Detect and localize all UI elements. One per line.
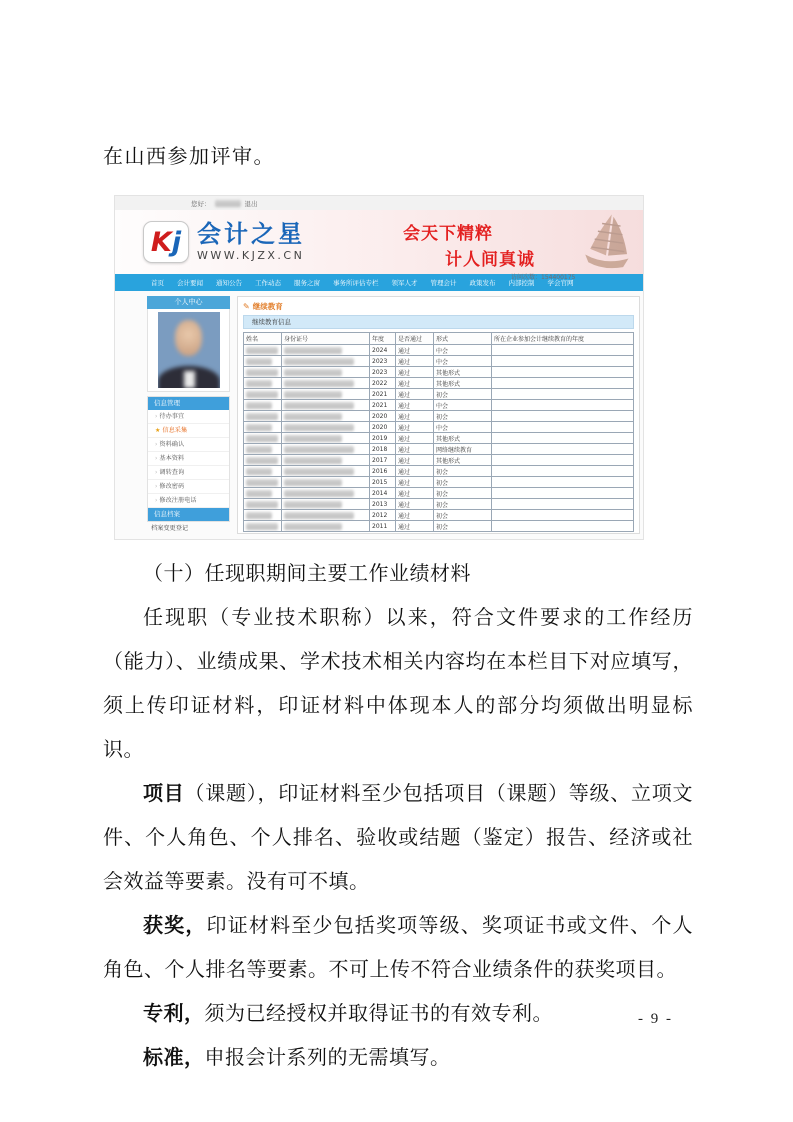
- table-row: [244, 455, 634, 466]
- column-header: 年度: [370, 333, 396, 345]
- website-screenshot: [115, 196, 643, 539]
- year-cell: 2012: [370, 510, 396, 521]
- sidebar-section-info[interactable]: 信息管理: [148, 397, 229, 410]
- bold-standard: 标准，: [143, 1047, 205, 1069]
- id-cell: [282, 400, 370, 411]
- sidebar-item[interactable]: › 调转查询: [148, 466, 229, 480]
- redacted-id: [284, 457, 342, 464]
- year-cell: 2020: [370, 411, 396, 422]
- bold-patent: 专利，: [143, 1003, 205, 1025]
- nav-item[interactable]: 管理会计: [430, 279, 457, 287]
- note-cell: [492, 411, 634, 422]
- slogan: [403, 219, 575, 281]
- table-row: [244, 433, 634, 444]
- table-row: [244, 367, 634, 378]
- year-cell: 2014: [370, 488, 396, 499]
- paragraph-patent: [103, 992, 693, 1036]
- form-cell: 中会: [434, 422, 492, 433]
- page-number: - 9 -: [638, 1011, 673, 1027]
- note-cell: [492, 356, 634, 367]
- note-cell: [492, 444, 634, 455]
- redacted-name: [246, 490, 272, 497]
- year-cell: 2011: [370, 521, 396, 532]
- nav-item[interactable]: 学会官网: [547, 279, 574, 287]
- redacted-name: [246, 523, 278, 530]
- note-cell: [492, 378, 634, 389]
- name-cell: [244, 411, 282, 422]
- redacted-id: [284, 446, 354, 453]
- year-cell: 2017: [370, 455, 396, 466]
- paragraph-standard-text: 申报会计系列的无需填写。: [204, 1047, 451, 1069]
- column-header: 是否通过: [396, 333, 434, 345]
- logo-letter-j: j: [171, 226, 182, 258]
- name-cell: [244, 477, 282, 488]
- passed-cell: 通过: [396, 455, 434, 466]
- year-cell: 2021: [370, 389, 396, 400]
- table-row: [244, 510, 634, 521]
- sidebar-item[interactable]: › 修改密码: [148, 480, 229, 494]
- redacted-id: [284, 424, 354, 431]
- nav-item[interactable]: 服务之窗: [294, 279, 320, 287]
- redacted-id: [284, 523, 342, 530]
- note-cell: [492, 455, 634, 466]
- topbar: [115, 196, 643, 210]
- passed-cell: 通过: [396, 444, 434, 455]
- bold-award: 获奖，: [143, 915, 207, 937]
- redacted-id: [284, 391, 342, 398]
- photo-frame: [147, 309, 230, 392]
- header-row: [244, 333, 634, 345]
- name-cell: [244, 389, 282, 400]
- id-cell: [282, 378, 370, 389]
- paragraph-requirements: 任现职（专业技术职称）以来，符合文件要求的工作经历（能力）、业绩成果、学术技术相关内容均在本栏目下对应填写，须上传印证材料，印证材料中体现本人的部分均须做出明显标识。: [103, 607, 693, 761]
- name-cell: [244, 356, 282, 367]
- redacted-id: [284, 347, 342, 354]
- id-cell: [282, 477, 370, 488]
- passed-cell: 通过: [396, 521, 434, 532]
- redacted-name: [246, 358, 272, 365]
- greeting-text: 您好：: [191, 199, 211, 208]
- table-row: [244, 422, 634, 433]
- passed-cell: 通过: [396, 345, 434, 356]
- visit-count-label: 访问次数：: [511, 274, 542, 281]
- name-cell: [244, 510, 282, 521]
- redacted-name: [246, 413, 278, 420]
- arrow-icon: ›: [155, 413, 158, 420]
- edu-table-body: [244, 345, 634, 532]
- arrow-icon: ›: [155, 497, 158, 504]
- redacted-name: [246, 369, 278, 376]
- id-cell: [282, 455, 370, 466]
- table-row: [244, 521, 634, 532]
- note-cell: [492, 477, 634, 488]
- table-row: [244, 488, 634, 499]
- id-cell: [282, 499, 370, 510]
- id-cell: [282, 510, 370, 521]
- form-cell: 其他形式: [434, 378, 492, 389]
- redacted-id: [284, 402, 354, 409]
- note-cell: [492, 510, 634, 521]
- id-cell: [282, 466, 370, 477]
- table-head: [244, 333, 634, 345]
- nav-item[interactable]: 首页: [151, 279, 164, 287]
- redacted-name: [246, 347, 278, 354]
- year-cell: 2016: [370, 466, 396, 477]
- photo-shirt-blur: [184, 371, 195, 388]
- passed-cell: 通过: [396, 488, 434, 499]
- arrow-icon: ›: [155, 469, 158, 476]
- table-row: [244, 466, 634, 477]
- column-header: 姓名: [244, 333, 282, 345]
- redacted-name: [246, 468, 272, 475]
- redacted-name: [246, 424, 272, 431]
- logout-link[interactable]: 退出: [244, 199, 258, 208]
- form-cell: 初会: [434, 466, 492, 477]
- redacted-id: [284, 512, 354, 519]
- paragraph-award: [103, 904, 693, 992]
- passed-cell: 通过: [396, 378, 434, 389]
- redacted-id: [284, 490, 354, 497]
- note-cell: [492, 433, 634, 444]
- sidebar-item[interactable]: › 待办事宜: [148, 410, 229, 424]
- passed-cell: 通过: [396, 400, 434, 411]
- slogan-line1: 会天下精粹: [403, 224, 493, 244]
- nav-item[interactable]: 事务所评估专栏: [333, 279, 379, 287]
- redacted-id: [284, 435, 342, 442]
- sidebar-item[interactable]: ★ 信息采集: [148, 424, 229, 438]
- id-cell: [282, 521, 370, 532]
- passed-cell: 通过: [396, 466, 434, 477]
- year-cell: 2015: [370, 477, 396, 488]
- note-cell: [492, 488, 634, 499]
- redacted-name: [246, 391, 278, 398]
- nav-item[interactable]: 内部控制: [508, 279, 535, 287]
- id-cell: [282, 389, 370, 400]
- name-cell: [244, 345, 282, 356]
- form-cell: 其他形式: [434, 433, 492, 444]
- note-cell: [492, 345, 634, 356]
- sidebar-menu: [147, 396, 230, 522]
- note-cell: [492, 400, 634, 411]
- name-cell: [244, 488, 282, 499]
- name-cell: [244, 466, 282, 477]
- sidebar-item[interactable]: › 基本资料: [148, 452, 229, 466]
- section-heading: （十）任现职期间主要工作业绩材料: [143, 563, 471, 585]
- panel-title: [243, 300, 634, 313]
- redacted-id: [284, 413, 342, 420]
- sidebar: [147, 296, 230, 534]
- year-cell: 2018: [370, 444, 396, 455]
- redacted-id: [284, 358, 354, 365]
- table-row: [244, 411, 634, 422]
- year-cell: 2013: [370, 499, 396, 510]
- table-section-header: 继续教育信息: [243, 315, 634, 329]
- table-row: [244, 378, 634, 389]
- site-header: [115, 210, 643, 281]
- table-row: [244, 345, 634, 356]
- note-cell: [492, 521, 634, 532]
- form-cell: 其他形式: [434, 367, 492, 378]
- passed-cell: 通过: [396, 389, 434, 400]
- name-cell: [244, 433, 282, 444]
- note-cell: [492, 499, 634, 510]
- continuing-education-table: [243, 332, 634, 532]
- name-cell: [244, 367, 282, 378]
- year-cell: 2022: [370, 378, 396, 389]
- user-photo: [158, 312, 220, 388]
- nav-item[interactable]: 领军人才: [391, 279, 418, 287]
- year-cell: 2023: [370, 356, 396, 367]
- id-cell: [282, 345, 370, 356]
- name-cell: [244, 455, 282, 466]
- form-cell: 初会: [434, 477, 492, 488]
- year-cell: 2019: [370, 433, 396, 444]
- year-cell: 2023: [370, 367, 396, 378]
- form-cell: 其他形式: [434, 455, 492, 466]
- nav-item[interactable]: 会计要闻: [177, 279, 203, 287]
- redacted-id: [284, 501, 342, 508]
- edit-icon: ✎: [243, 302, 250, 311]
- sidebar-item-archive-change[interactable]: 档案变更登记: [147, 522, 230, 536]
- form-cell: 初会: [434, 389, 492, 400]
- name-cell: [244, 521, 282, 532]
- sidebar-item[interactable]: › 修改注册电话: [148, 494, 229, 508]
- column-header: 所在企业参加会计继续教育的年度: [492, 333, 634, 345]
- paragraph-award-text: 印证材料至少包括奖项等级、奖项证书或文件、个人角色、个人排名等要素。不可上传不符合业绩条件的获奖项目。: [103, 915, 694, 981]
- form-cell: 初会: [434, 499, 492, 510]
- arrow-icon: ›: [155, 441, 158, 448]
- visit-count-value: 154400175: [541, 274, 576, 281]
- redacted-name: [246, 501, 278, 508]
- arrow-icon: ›: [155, 483, 158, 490]
- sidebar-items: [148, 410, 229, 508]
- form-cell: 中会: [434, 400, 492, 411]
- slogan-line2: 计人间真诚: [445, 250, 535, 270]
- ship-graphic: [573, 206, 643, 276]
- id-cell: [282, 356, 370, 367]
- table-row: [244, 444, 634, 455]
- form-cell: 网络继续教育: [434, 444, 492, 455]
- site-name: 会计之星: [197, 220, 305, 248]
- id-cell: [282, 367, 370, 378]
- name-cell: [244, 422, 282, 433]
- passed-cell: 通过: [396, 499, 434, 510]
- photo-head-blur: [175, 320, 202, 356]
- table-row: [244, 356, 634, 367]
- site-url: WWW.KJZX.CN: [197, 249, 305, 262]
- passed-cell: 通过: [396, 422, 434, 433]
- site-identity: [197, 222, 305, 262]
- paragraph-patent-text: 须为已经授权并取得证书的有效专利。: [204, 1003, 553, 1025]
- note-cell: [492, 389, 634, 400]
- id-cell: [282, 488, 370, 499]
- column-header: 身份证号: [282, 333, 370, 345]
- id-cell: [282, 422, 370, 433]
- page-content: [115, 291, 643, 539]
- sidebar-title: 个人中心: [147, 296, 230, 309]
- passed-cell: 通过: [396, 367, 434, 378]
- paragraph-project: [103, 772, 693, 904]
- nav-item[interactable]: 工作动态: [255, 279, 281, 287]
- redacted-name: [246, 479, 278, 486]
- passed-cell: 通过: [396, 411, 434, 422]
- form-cell: 中会: [434, 356, 492, 367]
- redacted-id: [284, 369, 342, 376]
- article: [103, 552, 693, 1080]
- form-cell: 中会: [434, 345, 492, 356]
- note-cell: [492, 466, 634, 477]
- form-cell: 初会: [434, 411, 492, 422]
- nav-item[interactable]: 政策发布: [469, 279, 496, 287]
- id-cell: [282, 444, 370, 455]
- column-header: 形式: [434, 333, 492, 345]
- note-cell: [492, 422, 634, 433]
- redacted-name: [246, 435, 278, 442]
- name-cell: [244, 378, 282, 389]
- table-row: [244, 400, 634, 411]
- redacted-username: [215, 200, 241, 207]
- nav-item[interactable]: 通知公告: [216, 279, 242, 287]
- name-cell: [244, 499, 282, 510]
- star-icon: ★: [155, 427, 161, 434]
- name-cell: [244, 400, 282, 411]
- table-row: [244, 389, 634, 400]
- redacted-id: [284, 468, 354, 475]
- redacted-name: [246, 446, 272, 453]
- sidebar-item[interactable]: › 资料确认: [148, 438, 229, 452]
- paragraph-standard: [103, 1036, 693, 1080]
- year-cell: 2020: [370, 422, 396, 433]
- passed-cell: 通过: [396, 356, 434, 367]
- year-cell: 2021: [370, 400, 396, 411]
- paragraph-project-text: （课题），印证材料至少包括项目（课题）等级、立项文件、个人角色、个人排名、验收或结题（鉴定）报告、经济或社会效益等要素。没有可不填。: [103, 783, 693, 893]
- redacted-name: [246, 402, 272, 409]
- arrow-icon: ›: [155, 455, 158, 462]
- form-cell: 初会: [434, 488, 492, 499]
- intro-paragraph: 在山西参加评审。: [103, 146, 275, 168]
- table-row: [244, 477, 634, 488]
- sidebar-section-archive[interactable]: 信息档案: [148, 508, 229, 521]
- form-cell: 初会: [434, 521, 492, 532]
- redacted-name: [246, 512, 272, 519]
- id-cell: [282, 433, 370, 444]
- note-cell: [492, 367, 634, 378]
- site-logo[interactable]: [143, 221, 189, 263]
- id-cell: [282, 411, 370, 422]
- panel-title-text: 继续教育: [252, 302, 283, 311]
- bold-project: 项目: [143, 783, 185, 805]
- main-panel: [237, 296, 640, 534]
- passed-cell: 通过: [396, 433, 434, 444]
- logo-letter-k: K: [150, 226, 172, 258]
- table-row: [244, 499, 634, 510]
- name-cell: [244, 444, 282, 455]
- redacted-id: [284, 380, 354, 387]
- form-cell: 初会: [434, 510, 492, 521]
- visit-counter: [511, 272, 575, 281]
- redacted-name: [246, 457, 278, 464]
- passed-cell: 通过: [396, 477, 434, 488]
- year-cell: 2024: [370, 345, 396, 356]
- passed-cell: 通过: [396, 510, 434, 521]
- redacted-id: [284, 479, 342, 486]
- redacted-name: [246, 380, 272, 387]
